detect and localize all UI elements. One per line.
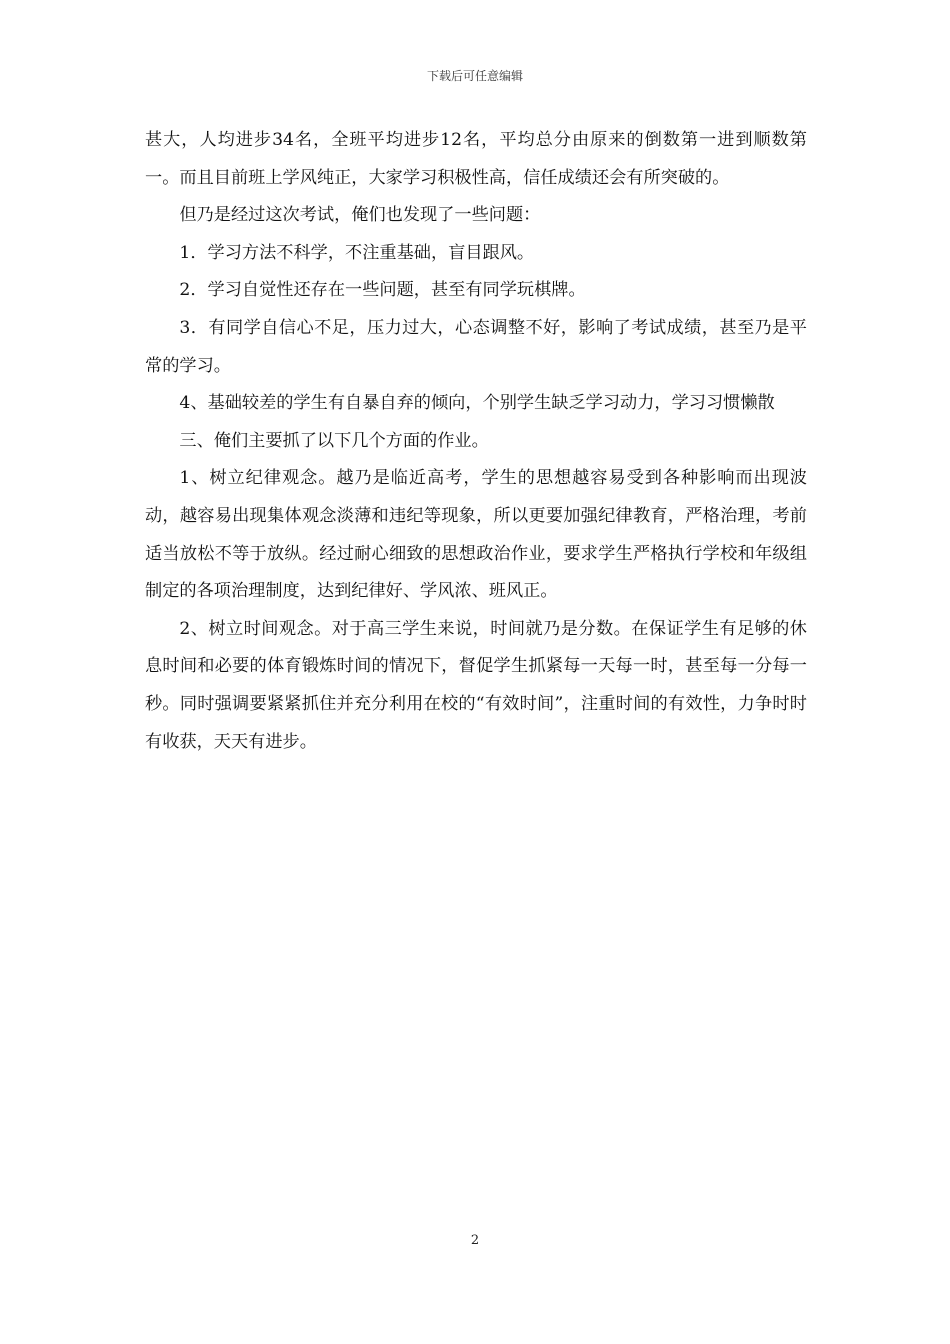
paragraph-problems-intro: 但乃是经过这次考试，俺们也发现了一些问题：	[179, 205, 541, 226]
section-heading-work: 三、俺们主要抓了以下几个方面的作业。	[179, 430, 489, 451]
paragraph-time: 2、树立时间观念。对于高三学生来说，时间就乃是分数。在保证学生有足够的休息时间和必要的体育锻炼时间的情况下，督促学生抓紧每一天每一时，甚至每一分每一秒。同时强调要紧紧抓住并充分利用在校的“有效时间”，注重时间的有效性，力争时时有收获，天天有进步。	[145, 618, 807, 752]
document-body	[145, 122, 807, 761]
paragraph-problem-1: 1．学习方法不科学，不注重基础，盲目跟风。	[179, 242, 535, 263]
paragraph-continuation: 甚大，人均进步34名，全班平均进步12名，平均总分由原来的倒数第一进到顺数第一。而且目前班上学风纯正，大家学习积极性高，信任成绩还会有所突破的。	[145, 130, 807, 188]
page-header: 下载后可任意编辑	[426, 69, 523, 83]
paragraph-problem-4: 4、基础较差的学生有自暴自弃的倾向，个别学生缺乏学习动力，学习习惯懒散	[179, 393, 775, 414]
paragraph-problem-3: 3．有同学自信心不足，压力过大，心态调整不好，影响了考试成绩，甚至乃是平常的学习。	[145, 317, 807, 376]
paragraph-discipline: 1、树立纪律观念。越乃是临近高考，学生的思想越容易受到各种影响而出现波动，越容易出现集体观念淡薄和违纪等现象，所以更要加强纪律教育，严格治理，考前适当放松不等于放纵。经过耐心细致的思想政治作业，要求学生严格执行学校和年级组制定的各项治理制度，达到纪律好、学风浓、班风正。	[145, 468, 807, 602]
paragraph-problem-2: 2．学习自觉性还存在一些问题，甚至有同学玩棋牌。	[179, 280, 586, 301]
page-number: 2	[470, 1233, 480, 1248]
